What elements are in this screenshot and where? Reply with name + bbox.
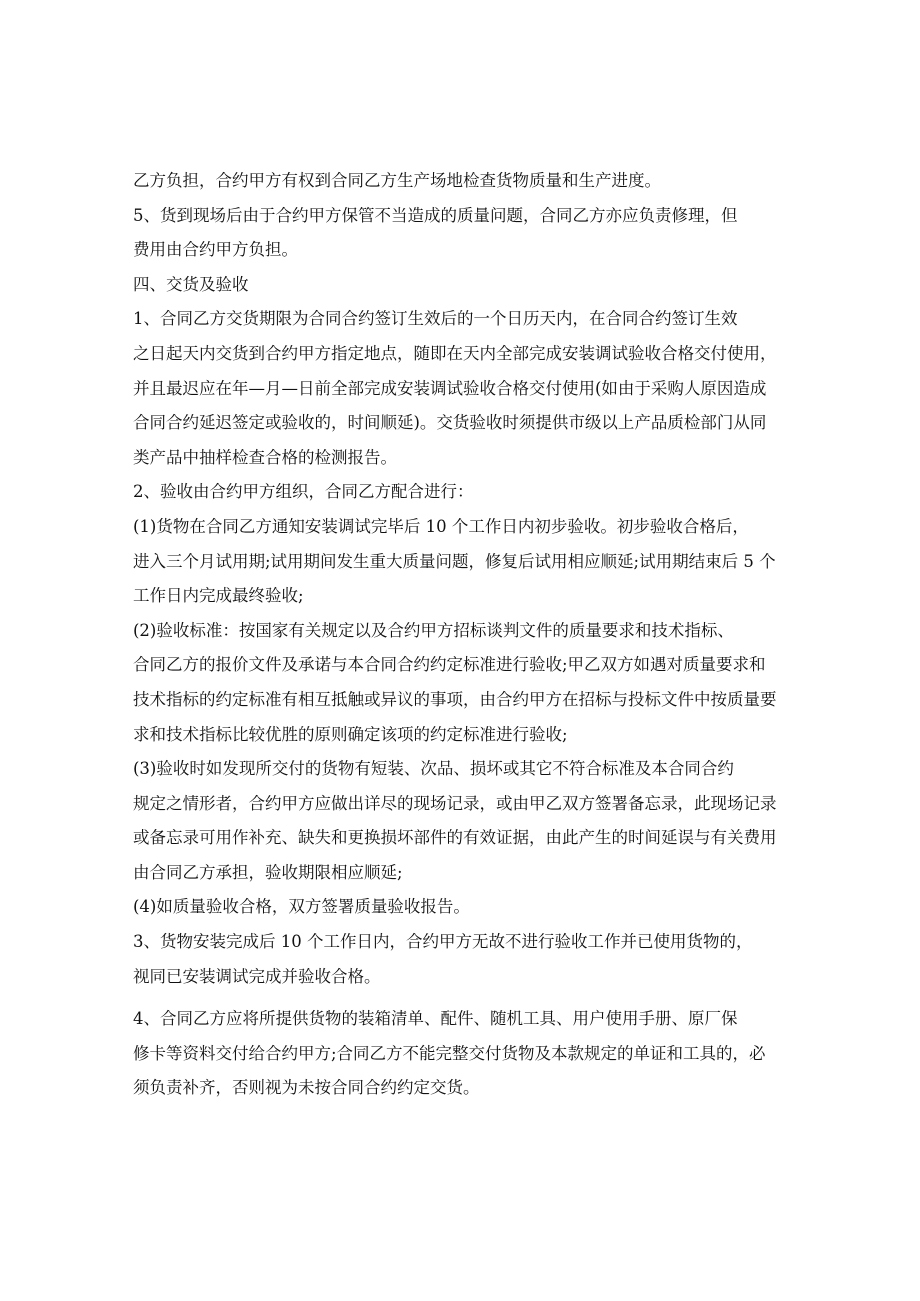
- paragraph-2: 5、货到现场后由于合约甲方保管不当造成的质量问题，合同乙方亦应负责修理，但 费用由合约甲方负担。: [133, 205, 738, 260]
- document-body: [133, 164, 801, 1106]
- paragraph-1: 乙方负担，合约甲方有权到合同乙方生产场地检查货物质量和生产进度。: [133, 171, 661, 190]
- paragraph-6: (2)验收标准：按国家有关规定以及合约甲方招标谈判文件的质量要求和技术指标、 合同乙方的报价文件及承诺与本合同合约约定标准进行验收;甲乙双方如遇对质量要求和 技术指标的约定标准有相互抵触或异议的事项，由合约甲方在招标与投标文件中按质量要 求和技术指标比较优胜的原则确定该项的约定标准进行验收;: [133, 620, 777, 744]
- paragraph-9: 3、货物安装完成后 10 个工作日内，合约甲方无故不进行验收工作并已使用货物的， 视同已安装调试完成并验收合格。: [133, 932, 753, 986]
- paragraph-10: 4、合同乙方应将所提供货物的装箱清单、配件、随机工具、用户使用手册、原厂保 修卡等资料交付给合约甲方;合同乙方不能完整交付货物及本款规定的单证和工具的，必 须负责补齐，否则视为未按合同合约约定交货。: [133, 1009, 766, 1098]
- paragraph-5: (1)货物在合同乙方通知安装调试完毕后 10 个工作日内初步验收。初步验收合格后， 进入三个月试用期;试用期间发生重大质量问题，修复后试用相应顺延;试用期结束后 5 个 工作日内完成最终验收;: [133, 516, 776, 606]
- paragraph-7: (3)验收时如发现所交付的货物有短装、次品、损坏或其它不符合标准及本合同合约 规定之情形者，合约甲方应做出详尽的现场记录，或由甲乙双方签署备忘录，此现场记录 或备忘录可用作补充、缺失和更换损坏部件的有效证据，由此产生的时间延误与有关费用 由合同乙方承担，验收期限相应顺延;: [133, 759, 777, 882]
- paragraph-4: 2、验收由合约甲方组织，合同乙方配合进行：: [133, 482, 474, 502]
- paragraph-3: 1、合同乙方交货期限为合同合约签订生效后的一个日历天内，在合同合约签订生效 之日起天内交货到合约甲方指定地点，随即在天内全部完成安装调试验收合格交付使用， 并且最迟应在年—月—日前全部完成安装调试验收合格交付使用(如由于采购人原因造成 合同合约延迟签定或验收的，时间顺延)。交货验收时须提供市级以上产品质检部门从同 类产品中抽样检查合格的检测报告。: [133, 309, 777, 467]
- paragraph-8: (4)如质量验收合格，双方签署质量验收报告。: [133, 897, 470, 917]
- section-heading: 四、交货及验收: [133, 274, 249, 294]
